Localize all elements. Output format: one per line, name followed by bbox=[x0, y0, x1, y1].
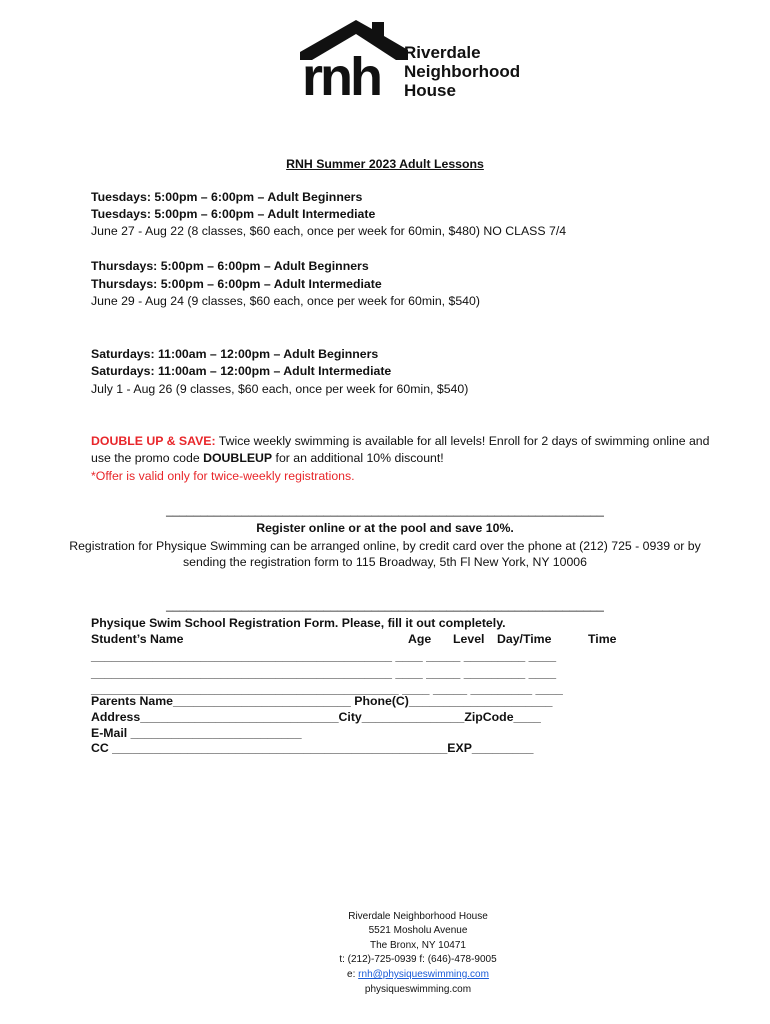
saturday-detail: July 1 - Aug 26 (9 classes, $60 each, once per week for 60min, $540) bbox=[91, 382, 469, 396]
register-line-1: Registration for Physique Swimming can be arranged online, by credit card over the phone at (212) 725 - 0939 or by bbox=[69, 539, 701, 553]
footer-phone: t: (212)-725-0939 f: (646)-478-9005 bbox=[339, 954, 497, 965]
promo-text-2b: for an additional 10% discount! bbox=[272, 451, 444, 465]
form-header-age: Age bbox=[408, 632, 432, 646]
form-row-3[interactable]: _____________________________________________ ____ _____ _________ ____ bbox=[91, 682, 563, 696]
separator-1: ________________________________________________________________ bbox=[166, 503, 604, 517]
footer-street: 5521 Mosholu Avenue bbox=[368, 925, 468, 936]
form-cc[interactable]: CC _________________________________________________EXP_________ bbox=[91, 741, 534, 755]
thursday-detail: June 29 - Aug 24 (9 classes, $60 each, once per week for 60min, $540) bbox=[91, 294, 480, 308]
saturday-beginners: Saturdays: 11:00am – 12:00pm – Adult Beginners bbox=[91, 347, 379, 361]
promo-code: DOUBLEUP bbox=[203, 451, 273, 465]
promo-line-2 bbox=[91, 450, 444, 466]
form-header-time: Time bbox=[588, 632, 617, 646]
footer-email-label: e: bbox=[347, 969, 359, 980]
form-header-daytime: Day/Time bbox=[497, 632, 552, 646]
register-line-2: sending the registration form to 115 Broadway, 5th Fl New York, NY 10006 bbox=[183, 555, 587, 569]
footer-city: The Bronx, NY 10471 bbox=[370, 940, 466, 951]
separator-2: ________________________________________________________________ bbox=[166, 598, 604, 612]
promo-text-1: Twice weekly swimming is available for all levels! Enroll for 2 days of swimming online and bbox=[215, 434, 710, 448]
footer-email-link[interactable]: rnh@physiqueswimming.com bbox=[358, 969, 489, 980]
promo-line-1 bbox=[91, 433, 709, 449]
tuesday-detail: June 27 - Aug 22 (8 classes, $60 each, once per week for 60min, $480) NO CLASS 7/4 bbox=[91, 224, 567, 238]
page-title: RNH Summer 2023 Adult Lessons bbox=[286, 157, 484, 171]
promo-text-2a: use the promo code bbox=[91, 451, 204, 465]
promo-note: *Offer is valid only for twice-weekly registrations. bbox=[91, 469, 355, 483]
form-header-name: Student’s Name bbox=[91, 632, 184, 646]
form-address[interactable]: Address_____________________________City_______________ZipCode____ bbox=[91, 710, 541, 724]
footer-org: Riverdale Neighborhood House bbox=[348, 911, 488, 922]
thursday-beginners: Thursdays: 5:00pm – 6:00pm – Adult Beginners bbox=[91, 259, 369, 273]
form-header-level: Level bbox=[453, 632, 485, 646]
saturday-intermediate: Saturdays: 11:00am – 12:00pm – Adult Intermediate bbox=[91, 364, 392, 378]
form-parents-phone[interactable]: Parents Name__________________________ Phone(C)_____________________ bbox=[91, 694, 553, 708]
footer-website: physiqueswimming.com bbox=[364, 984, 472, 995]
promo-heading: DOUBLE UP & SAVE: bbox=[91, 434, 216, 448]
form-row-1[interactable]: ____________________________________________ ____ _____ _________ ____ bbox=[91, 649, 557, 663]
logo-name: Riverdale Neighborhood House bbox=[404, 43, 521, 100]
rnh-logo bbox=[300, 20, 550, 107]
form-row-2[interactable]: ____________________________________________ ____ _____ _________ ____ bbox=[91, 666, 557, 680]
form-title: Physique Swim School Registration Form. Please, fill it out completely. bbox=[91, 616, 506, 630]
tuesday-intermediate: Tuesdays: 5:00pm – 6:00pm – Adult Intermediate bbox=[91, 207, 376, 221]
tuesday-beginners: Tuesdays: 5:00pm – 6:00pm – Adult Beginners bbox=[91, 190, 363, 204]
form-email[interactable]: E-Mail _________________________ bbox=[91, 726, 302, 740]
thursday-intermediate: Thursdays: 5:00pm – 6:00pm – Adult Intermediate bbox=[91, 277, 382, 291]
logo-mark: rnh bbox=[302, 47, 380, 107]
register-heading: Register online or at the pool and save 10%. bbox=[256, 521, 514, 535]
footer-email-line bbox=[0, 968, 770, 982]
